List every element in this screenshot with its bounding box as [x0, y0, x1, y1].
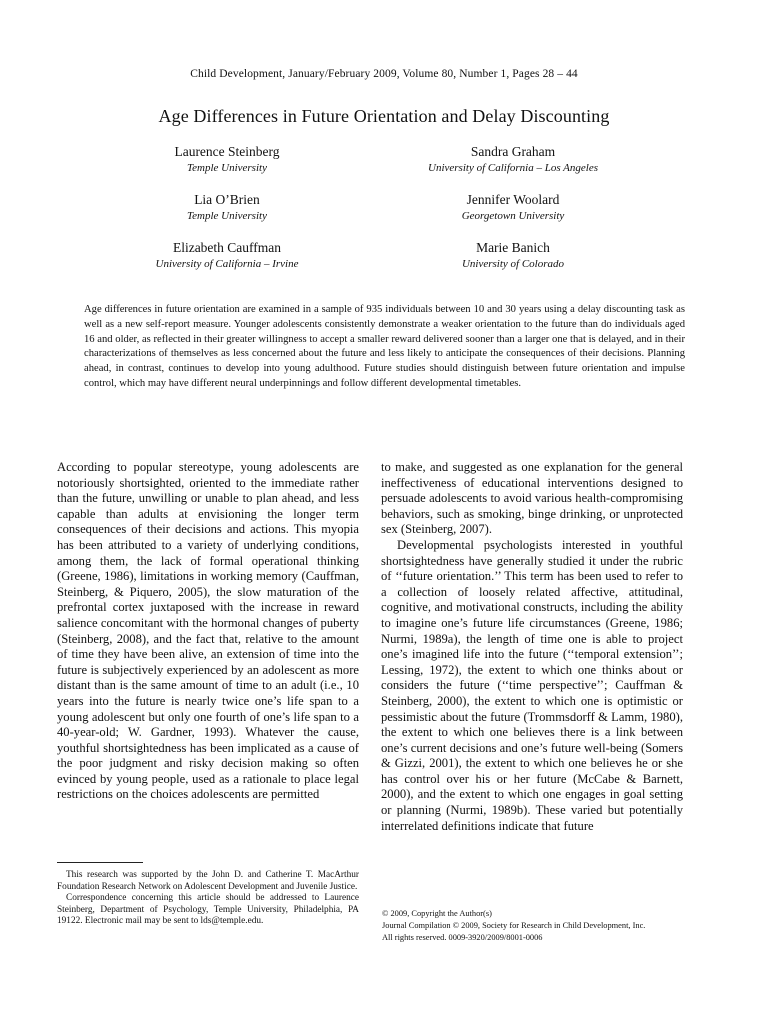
- author-block: [363, 192, 663, 225]
- author-block: [77, 192, 377, 225]
- author-name: Sandra Graham: [470, 144, 556, 159]
- author-block: [77, 240, 377, 273]
- footnote-funding: This research was supported by the John D. and Catherine T. MacArthur Foundation Research Network on Adolescent Development and Juvenile Justice.: [57, 870, 359, 892]
- copyright-line: © 2009, Copyright the Author(s): [382, 909, 492, 918]
- author-affiliation: University of Colorado: [461, 258, 565, 270]
- body-paragraph: to make, and suggested as one explanation for the general ineffectiveness of educational interventions designed to persuade adolescents to avoid various health-compromising behaviors, such as smoking, binge drinking, or unprotected sex (Steinberg, 2007).: [381, 460, 683, 537]
- author-affiliation: University of California – Los Angeles: [428, 162, 598, 174]
- copyright-notice: [382, 908, 692, 944]
- author-name: Marie Banich: [476, 240, 550, 255]
- article-title: Age Differences in Future Orientation and Delay Discounting: [158, 106, 610, 126]
- body-column-left: [57, 460, 359, 803]
- author-block: [363, 144, 663, 177]
- copyright-line: Journal Compilation © 2009, Society for Research in Child Development, Inc.: [382, 921, 646, 930]
- author-affiliation: Temple University: [187, 210, 267, 222]
- author-block: [363, 240, 663, 273]
- author-block: [77, 144, 377, 177]
- body-paragraph: According to popular stereotype, young adolescents are notoriously shortsighted, oriented to the immediate rather than the future, unwilling or unable to plan ahead, and less capable than adults at envisioning the longer term consequences of their decisions and actions. This myopia has been attributed to a variety of underlying conditions, among them, the lack of formal operational thinking (Greene, 1986), limitations in working memory (Cauffman, Steinberg, & Piquero, 2005), the slow maturation of the prefrontal cortex juxtaposed with the increase in reward salience concomitant with the hormonal changes of puberty (Steinberg, 2008), and the fact that, relative to the amount of time they have been alive, an extension of time into the future is subjectively experienced by an adolescent as more distant than is the same amount of time to an adult (i.e., 10 years into the future is nearly twice one’s life span to a young adolescent but only one fourth of one’s life span to a 40-year-old; W. Gardner, 1993). Whatever the cause, youthful shortsightedness has been implicated as a cause of the poor judgment and risky decision making so often evinced by young people, used as a rationale to place legal restrictions on the choices adolescents are permitted: [57, 460, 359, 802]
- author-affiliation: Temple University: [187, 162, 267, 174]
- journal-citation: Child Development, January/February 2009, Volume 80, Number 1, Pages 28 – 44: [190, 68, 578, 80]
- author-affiliation: Georgetown University: [461, 210, 565, 222]
- author-affiliation: University of California – Irvine: [155, 258, 299, 270]
- author-name: Elizabeth Cauffman: [172, 240, 282, 255]
- abstract: Age differences in future orientation are examined in a sample of 935 individuals between 10 and 30 years using a delay discounting task as well as a new self-report measure. Younger adolescents consistently demonstrate a weaker orientation to the future than do individuals aged 16 and older, as reflected in their greater willingness to accept a smaller reward delivered sooner than a larger one that is delayed, and in their characterizations of themselves as less concerned about the future and less likely to anticipate the consequences of their decisions. Planning ahead, in contrast, continues to develop into young adulthood. Future studies should distinguish between future orientation and impulse control, which may have different neural underpinnings and follow different developmental timetables.: [84, 304, 685, 389]
- footnotes: [57, 870, 359, 928]
- footnote-divider: [57, 862, 143, 863]
- body-column-right: [381, 460, 683, 834]
- body-paragraph: Developmental psychologists interested in youthful shortsightedness have generally studied it under the rubric of ‘‘future orientation.’’ This term has been used to refer to a collection of loosely related affective, attitudinal, cognitive, and motivational constructs, including the ability to imagine one’s future life circumstances (Greene, 1986; Nurmi, 1989a), the length of time one is able to project one’s imagined life into the future (‘‘temporal extension’’; Lessing, 1972), the extent to which one thinks about or considers the future (‘‘time perspective’’; Cauffman & Steinberg, 2000), the extent to which one is optimistic or pessimistic about the future (Trommsdorff & Lamm, 1980), the extent to which one believes there is a link between one’s current decisions and one’s future well-being (Somers & Gizzi, 2001), the extent to which one believes he or she has control over his or her future (McCabe & Barnett, 2000), and the extent to which one engages in goal setting or planning (Nurmi, 1989b). These varied but potentially interrelated definitions indicate that future: [381, 537, 683, 833]
- footnote-correspondence: Correspondence concerning this article should be addressed to Laurence Steinberg, Department of Psychology, Temple University, Philadelphia, PA 19122. Electronic mail may be sent to lds@temple.edu.: [57, 893, 359, 927]
- author-name: Jennifer Woolard: [466, 192, 560, 207]
- copyright-line: All rights reserved. 0009-3920/2009/8001-0006: [382, 933, 543, 942]
- author-name: Laurence Steinberg: [174, 144, 280, 159]
- author-name: Lia O’Brien: [194, 192, 260, 207]
